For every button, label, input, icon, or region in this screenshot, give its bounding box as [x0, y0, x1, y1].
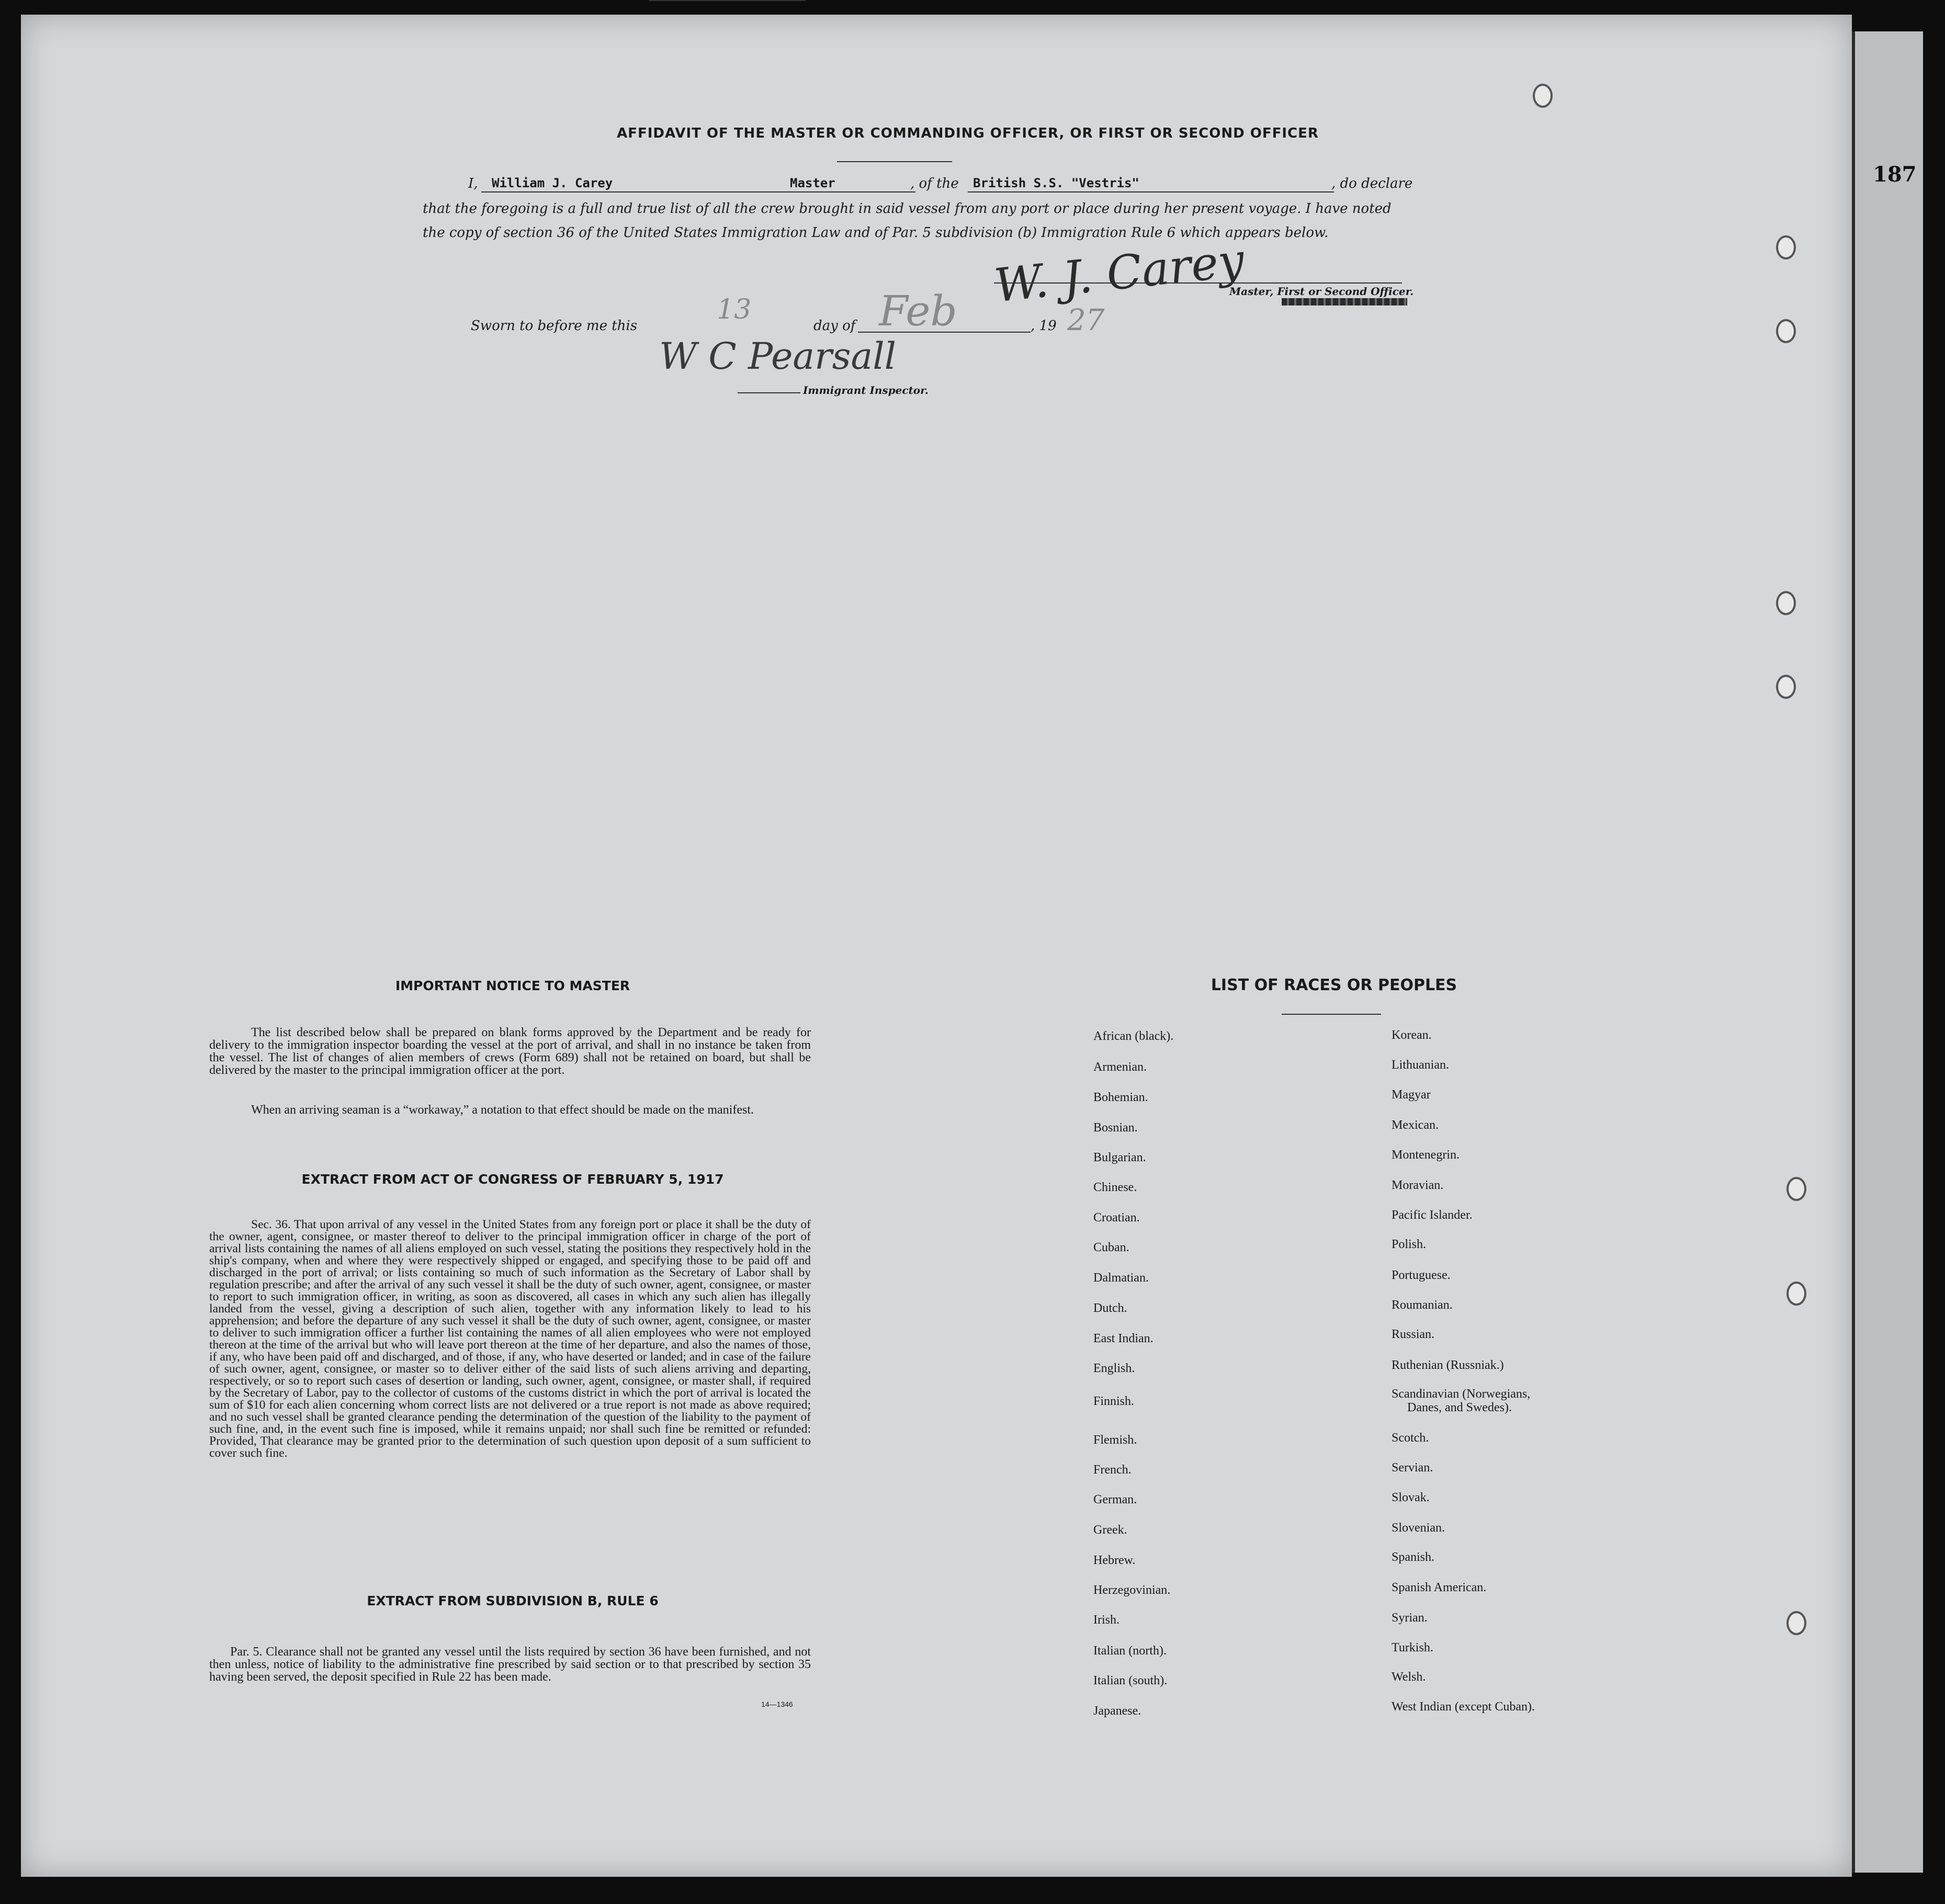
name-line — [481, 191, 915, 192]
struck-out-text — [1282, 298, 1407, 305]
race-item: Hebrew. — [1093, 1554, 1136, 1567]
race-item: Bulgarian. — [1093, 1151, 1146, 1164]
race-item: Scandinavian (Norwegians, — [1392, 1387, 1531, 1401]
race-item: Herzegovinian. — [1093, 1583, 1171, 1597]
affidavit-line2: that the foregoing is a full and true list of all the crew brought in said vessel from any port or place during her present voyage. I have noted — [423, 201, 1392, 217]
signature-caption: Master, First or Second Officer. — [1229, 285, 1414, 298]
binder-hole — [1786, 1611, 1806, 1635]
binder-hole — [1786, 1177, 1806, 1201]
race-item: African (black). — [1093, 1029, 1174, 1043]
day-of-label: day of — [813, 318, 856, 334]
race-item: Portuguese. — [1392, 1268, 1451, 1282]
section-36-text: Sec. 36. That upon arrival of any vessel in the United States from any foreign port or place it shall be the duty of the owner, agent, consignee, or master thereof to deliver to the principal immigration officer in charge of the port of arrival lists containing the names of all aliens employed on such vessel, stating the positions they respectively hold in the ship's company, when and where they were respectively shipped or engaged, and specifying those to be paid off and discharged in the port of arrival; or lists containing so much of such information as the Secretary of Labor shall by regulation prescribe; and after the arrival of any such vessel it shall be the duty of such owner, agent, consignee, or master to report to such immigration officer, in writing, as soon as discovered, all cases in which any such alien has illegally landed from the vessel, giving a description of such alien, together with any information likely to lead to his apprehension; and before the departure of any such vessel it shall be the duty of such owner, agent, consignee, or master to deliver to such immigration officer a further list containing the names of all alien employees who were not employed thereon at the time of the arrival but who will leave port thereon at the time of her departure, and also the names of those, if any, who have been paid off and discharged, and of those, if any, who have deserted or landed; and in case of the failure of such owner, agent, consignee, or master so to deliver either of the said lists of such aliens arriving and departing, respectively, or so to report such cases of desertion or landing, such owner, agent, consignee, or master shall, if required by the Secretary of Labor, pay to the collector of customs of the customs district in which the port of arrival is located the sum of $10 for each alien concerning whom correct lists are not delivered or a true report is not made as above required; and no such vessel shall be granted clearance pending the determination of the question of the liability to the payment of such fine, and, in the event such fine is imposed, while it remains unpaid; nor shall such fine be remitted or refunded: Provided, That clearance may be granted prior to the determination of such question upon deposit of a sum sufficient to cover such fine. — [209, 1218, 811, 1460]
race-item: Ruthenian (Russniak.) — [1392, 1358, 1504, 1372]
race-item: Servian. — [1392, 1461, 1433, 1475]
day-line — [649, 0, 806, 1]
race-item: Flemish. — [1093, 1433, 1137, 1447]
race-item: Lithuanian. — [1392, 1058, 1449, 1072]
race-item: Bosnian. — [1093, 1121, 1138, 1135]
sworn-label: Sworn to before me this — [471, 318, 638, 334]
extract-rule-title: EXTRACT FROM SUBDIVISION B, RULE 6 — [367, 1593, 659, 1608]
race-item: Polish. — [1392, 1238, 1427, 1251]
race-item: Finnish. — [1093, 1395, 1135, 1408]
affidavit-title: AFFIDAVIT OF THE MASTER OR COMMANDING OFFICER, OR FIRST OR SECOND OFFICER — [617, 126, 1319, 141]
par-5-text: Par. 5. Clearance shall not be granted any vessel until the lists required by section 36 have been furnished, and not then unless, notice of liability to the administrative fine prescribed by said section or to that prescribed by section 35 having been served, the deposit specified in Rule 22 has been made. — [209, 1645, 811, 1684]
race-item: Chinese. — [1093, 1181, 1137, 1194]
affidavit-i: I, — [468, 176, 478, 191]
binder-hole — [1776, 235, 1796, 259]
of-the-label: , of the — [910, 176, 959, 191]
race-item: Russian. — [1392, 1328, 1435, 1341]
affidavit-line3: the copy of section 36 of the United States Immigration Law and of Par. 5 subdivision (b) Immigration Rule 6 which appears below. — [423, 225, 1329, 241]
race-item: Spanish American. — [1392, 1581, 1487, 1594]
race-item: Turkish. — [1392, 1641, 1433, 1654]
inspector-caption: Immigrant Inspector. — [803, 384, 929, 396]
races-title-underline — [1282, 1014, 1381, 1015]
race-item: Montenegrin. — [1392, 1148, 1460, 1162]
race-item: Spanish. — [1392, 1550, 1435, 1564]
race-item: Japanese. — [1093, 1704, 1141, 1718]
binder-hole — [1786, 1282, 1806, 1306]
race-item: Moravian. — [1392, 1178, 1444, 1192]
race-item: Slovenian. — [1392, 1521, 1445, 1535]
race-item: Italian (south). — [1093, 1674, 1168, 1687]
race-item: West Indian (except Cuban). — [1392, 1700, 1535, 1714]
race-item: Danes, and Swedes). — [1407, 1401, 1512, 1414]
races-title: LIST OF RACES OR PEOPLES — [1211, 976, 1457, 994]
race-item: Armenian. — [1093, 1060, 1147, 1074]
race-item: Mexican. — [1392, 1118, 1439, 1132]
race-item: Dutch. — [1093, 1301, 1127, 1315]
do-declare-label: , do declare — [1331, 176, 1413, 191]
form-number: 14—1346 — [761, 1700, 793, 1708]
master-position: Master — [790, 176, 835, 190]
notice-title: IMPORTANT NOTICE TO MASTER — [395, 978, 630, 993]
binder-hole — [1776, 591, 1796, 615]
race-item: Korean. — [1392, 1028, 1432, 1042]
title-underline — [837, 161, 952, 162]
race-item: Bohemian. — [1093, 1091, 1148, 1104]
year-prefix: , 19 — [1031, 318, 1057, 334]
race-item: East Indian. — [1093, 1332, 1154, 1345]
signature-line — [994, 282, 1402, 284]
race-item: Syrian. — [1392, 1611, 1428, 1625]
race-item: Pacific Islander. — [1392, 1208, 1473, 1222]
race-item: Irish. — [1093, 1613, 1119, 1627]
master-name: William J. Carey — [492, 176, 613, 190]
inspector-signature: W C Pearsall — [659, 335, 897, 378]
race-item: Croatian. — [1093, 1211, 1140, 1225]
race-item: Dalmatian. — [1093, 1271, 1149, 1285]
inspector-line — [738, 392, 800, 393]
race-item: Scotch. — [1392, 1431, 1429, 1445]
month-value: Feb — [879, 287, 957, 335]
race-item: Welsh. — [1392, 1670, 1426, 1684]
extract-act-title: EXTRACT FROM ACT OF CONGRESS OF FEBRUARY 5, 1917 — [301, 1172, 724, 1187]
race-item: Cuban. — [1093, 1241, 1129, 1254]
race-item: English. — [1093, 1362, 1135, 1375]
binder-hole — [1533, 84, 1553, 108]
master-signature: W. J. Carey — [991, 233, 1247, 313]
page-number: 187 — [1873, 162, 1917, 187]
vessel-name: British S.S. "Vestris" — [973, 176, 1139, 190]
adjacent-page-edge — [1852, 31, 1923, 1873]
notice-paragraph-1: The list described below shall be prepared on blank forms approved by the Department and be ready for delivery to the immigration inspector boarding the vessel at the port of arrival, and shall in no instance be taken from the vessel. The list of changes of alien members of crews (Form 689) shall not be retained on board, but shall be delivered by the master to the principal immigration officer at the port. — [209, 1026, 811, 1077]
race-item: Slovak. — [1392, 1491, 1430, 1504]
race-item: Magyar — [1392, 1088, 1431, 1102]
binder-hole — [1776, 319, 1796, 343]
race-item: French. — [1093, 1463, 1132, 1477]
vessel-line — [968, 191, 1334, 192]
race-item: Greek. — [1093, 1523, 1127, 1537]
race-item: German. — [1093, 1493, 1137, 1506]
race-item: Roumanian. — [1392, 1298, 1453, 1312]
notice-paragraph-2: When an arriving seaman is a “workaway,” a notation to that effect should be made on the manifest. — [251, 1103, 754, 1117]
year-value: 27 — [1067, 303, 1105, 337]
binder-hole — [1776, 675, 1796, 699]
day-value: 13 — [717, 294, 752, 325]
race-item: Italian (north). — [1093, 1644, 1167, 1658]
